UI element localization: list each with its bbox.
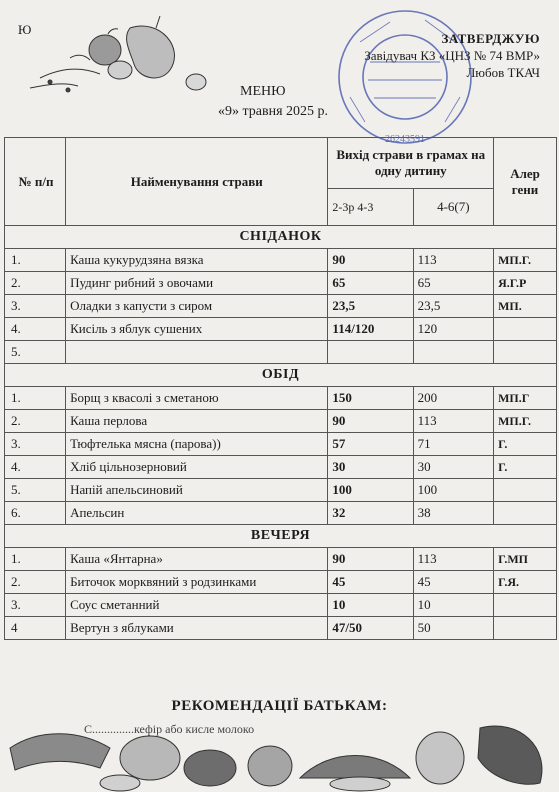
dish-name: Напій апельсиновий <box>66 479 328 502</box>
table-row <box>5 433 557 456</box>
dish-name: Оладки з капусти з сиром <box>66 295 328 318</box>
portion-age-group-1: 45 <box>328 571 413 594</box>
allergens: МП. <box>494 295 557 318</box>
portion-age-group-2: 23,5 <box>413 295 493 318</box>
portion-age-group-2: 200 <box>413 387 493 410</box>
fruit-illustration <box>10 8 220 108</box>
portion-age-group-2 <box>413 341 493 364</box>
dish-name: Хліб цільнозерновий <box>66 456 328 479</box>
row-number: 3. <box>5 594 66 617</box>
approval-signatory: Любов ТКАЧ <box>466 65 540 80</box>
portion-age-group-2: 71 <box>413 433 493 456</box>
allergens: МП.Г <box>494 387 557 410</box>
portion-age-group-1: 90 <box>328 548 413 571</box>
header-age-group-2: 4-6(7) <box>413 189 493 226</box>
table-row <box>5 548 557 571</box>
recommendations-text: С..............кефір або кисле молоко <box>84 722 255 736</box>
table-row <box>5 410 557 433</box>
header-output: Вихід страви в грамах на одну дитину <box>328 138 494 189</box>
dish-name: Пудинг рибний з овочами <box>66 272 328 295</box>
portion-age-group-1: 30 <box>328 456 413 479</box>
portion-age-group-2: 100 <box>413 479 493 502</box>
header-dish-name: Найменування страви <box>66 138 328 226</box>
table-row <box>5 456 557 479</box>
portion-age-group-2: 65 <box>413 272 493 295</box>
allergens: Г. <box>494 433 557 456</box>
row-number: 2. <box>5 272 66 295</box>
table-row <box>5 617 557 640</box>
dish-name: Каша перлова <box>66 410 328 433</box>
approval-institution: Завідувач КЗ «ЦНЗ № 74 ВМР» <box>364 48 540 63</box>
allergens <box>494 617 557 640</box>
dish-name: Апельсин <box>66 502 328 525</box>
portion-age-group-1 <box>328 341 413 364</box>
menu-table <box>4 137 557 640</box>
vegetables-illustration <box>0 708 559 792</box>
approval-block <box>300 30 540 81</box>
dish-name: Каша «Янтарна» <box>66 548 328 571</box>
header-allergens: Алер гени <box>494 138 557 226</box>
portion-age-group-2: 50 <box>413 617 493 640</box>
row-number: 3. <box>5 433 66 456</box>
dish-name: Биточок морквяний з родзинками <box>66 571 328 594</box>
portion-age-group-1: 114/120 <box>328 318 413 341</box>
dish-name: Соус сметанний <box>66 594 328 617</box>
row-number: 4. <box>5 318 66 341</box>
table-row <box>5 341 557 364</box>
portion-age-group-1: 57 <box>328 433 413 456</box>
section-row <box>5 226 557 249</box>
allergens <box>494 502 557 525</box>
dish-name: Вертун з яблуками <box>66 617 328 640</box>
menu-title: МЕНЮ <box>240 84 286 99</box>
dish-name: Борщ з квасолі з сметаною <box>66 387 328 410</box>
allergens <box>494 594 557 617</box>
table-row <box>5 479 557 502</box>
section-row <box>5 525 557 548</box>
stamp-code: 26243591 <box>385 134 425 145</box>
portion-age-group-1: 100 <box>328 479 413 502</box>
allergens: Г.Я. <box>494 571 557 594</box>
portion-age-group-2: 38 <box>413 502 493 525</box>
section-row <box>5 364 557 387</box>
row-number: 4. <box>5 456 66 479</box>
approval-title: ЗАТВЕРДЖУЮ <box>441 31 540 46</box>
allergens: МП.Г. <box>494 249 557 272</box>
portion-age-group-2: 113 <box>413 410 493 433</box>
table-row <box>5 249 557 272</box>
table-row <box>5 272 557 295</box>
portion-age-group-2: 30 <box>413 456 493 479</box>
portion-age-group-1: 90 <box>328 410 413 433</box>
menu-date: «9» травня 2025 р. <box>218 104 329 119</box>
left-mark: Ю <box>18 22 32 37</box>
dish-name: Каша кукурудзяна вязка <box>66 249 328 272</box>
row-number: 2. <box>5 410 66 433</box>
allergens: Я.Г.Р <box>494 272 557 295</box>
menu-body <box>5 226 557 640</box>
section-title: СНІДАНОК <box>5 226 557 249</box>
row-number: 4 <box>5 617 66 640</box>
allergens: Г.МП <box>494 548 557 571</box>
row-number: 1. <box>5 548 66 571</box>
table-row <box>5 318 557 341</box>
recommendations-title: РЕКОМЕНДАЦІЇ БАТЬКАМ: <box>171 698 388 714</box>
header-age-group-1: 2-3р 4-3 <box>328 189 413 226</box>
allergens: МП.Г. <box>494 410 557 433</box>
portion-age-group-1: 90 <box>328 249 413 272</box>
allergens <box>494 318 557 341</box>
portion-age-group-1: 32 <box>328 502 413 525</box>
dish-name: Тюфтелька мясна (парова)) <box>66 433 328 456</box>
dish-name <box>66 341 328 364</box>
row-number: 2. <box>5 571 66 594</box>
portion-age-group-2: 45 <box>413 571 493 594</box>
portion-age-group-1: 23,5 <box>328 295 413 318</box>
section-title: ОБІД <box>5 364 557 387</box>
table-row <box>5 387 557 410</box>
header-number: № п/п <box>5 138 66 226</box>
row-number: 1. <box>5 387 66 410</box>
row-number: 1. <box>5 249 66 272</box>
portion-age-group-1: 65 <box>328 272 413 295</box>
table-row <box>5 594 557 617</box>
table-row <box>5 571 557 594</box>
section-title: ВЕЧЕРЯ <box>5 525 557 548</box>
row-number: 3. <box>5 295 66 318</box>
portion-age-group-2: 10 <box>413 594 493 617</box>
dish-name: Кисіль з яблук сушених <box>66 318 328 341</box>
portion-age-group-1: 10 <box>328 594 413 617</box>
table-row <box>5 502 557 525</box>
table-row <box>5 295 557 318</box>
portion-age-group-2: 113 <box>413 548 493 571</box>
row-number: 5. <box>5 341 66 364</box>
portion-age-group-2: 120 <box>413 318 493 341</box>
row-number: 5. <box>5 479 66 502</box>
portion-age-group-1: 150 <box>328 387 413 410</box>
allergens <box>494 341 557 364</box>
row-number: 6. <box>5 502 66 525</box>
portion-age-group-2: 113 <box>413 249 493 272</box>
portion-age-group-1: 47/50 <box>328 617 413 640</box>
allergens: Г. <box>494 456 557 479</box>
allergens <box>494 479 557 502</box>
